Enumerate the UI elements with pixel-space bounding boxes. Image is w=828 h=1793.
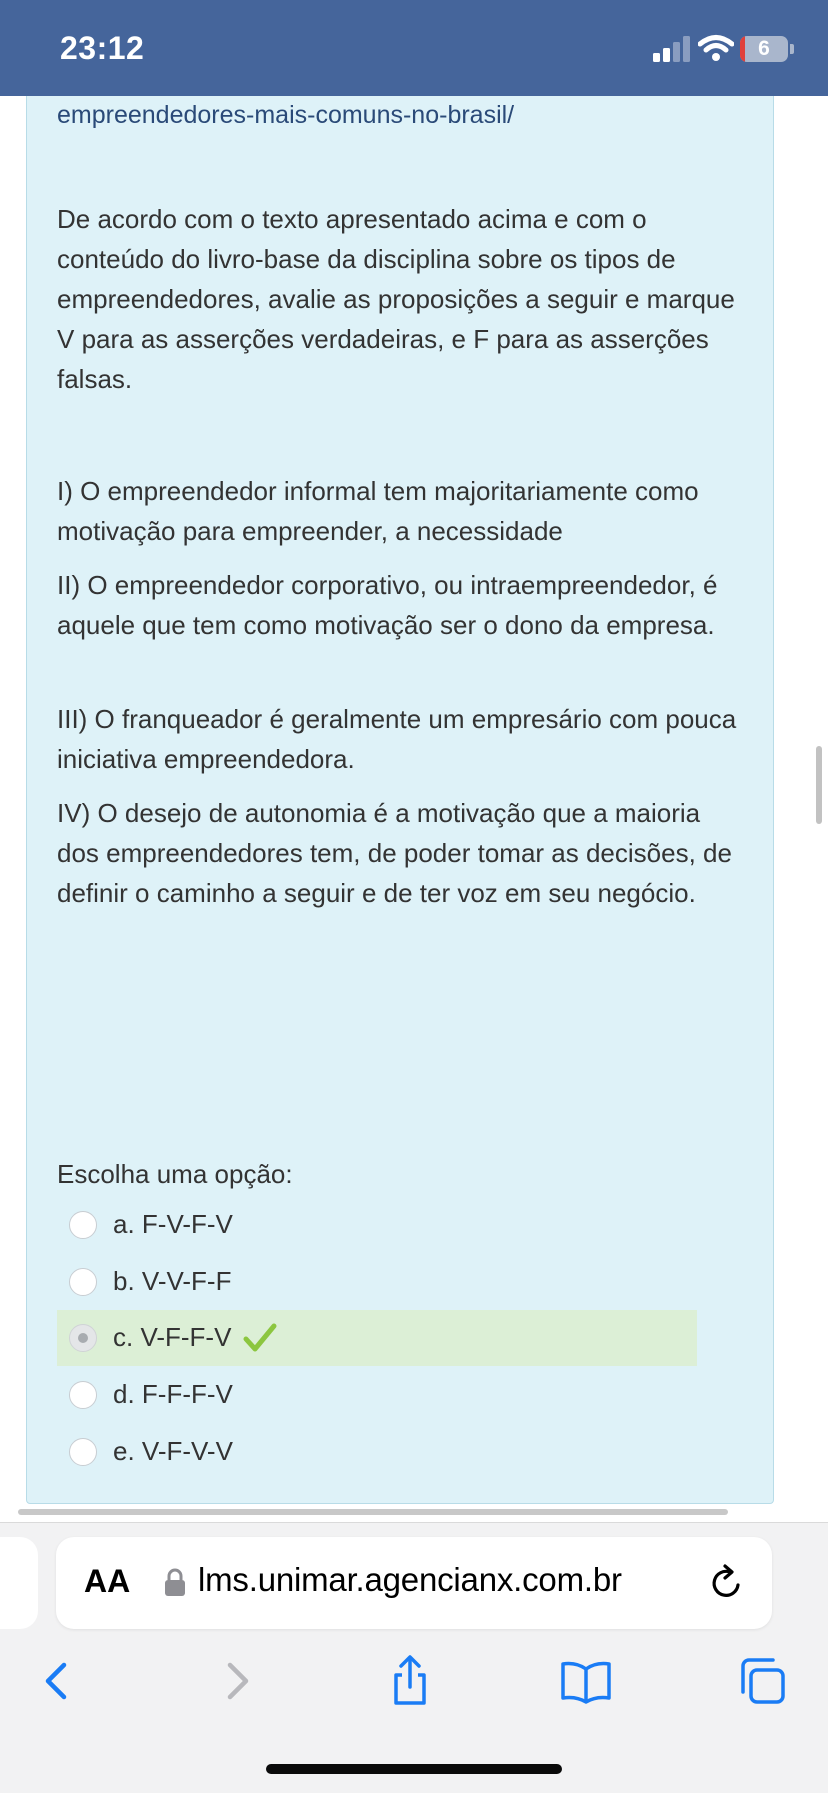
proposition-3: III) O franqueador é geralmente um empresário com pouca iniciativa empreendedora.: [57, 704, 737, 774]
cellular-signal-icon: [652, 36, 692, 62]
option-d[interactable]: [57, 1367, 697, 1423]
share-icon[interactable]: [382, 1653, 438, 1709]
option-label: c. V-F-F-V: [113, 1322, 232, 1352]
option-b[interactable]: [57, 1254, 697, 1310]
home-indicator[interactable]: [266, 1764, 562, 1774]
horizontal-scrollbar[interactable]: [18, 1509, 728, 1515]
option-label: b. V-V-F-F: [113, 1266, 232, 1296]
lock-icon: [164, 1567, 186, 1597]
browser-toolbar: [0, 1522, 828, 1793]
status-bar: [0, 0, 828, 96]
option-label: d. F-F-F-V: [113, 1379, 233, 1409]
battery-level: 6: [758, 37, 770, 60]
tabs-icon[interactable]: [734, 1653, 790, 1709]
radio-button[interactable]: [69, 1268, 97, 1296]
option-label: e. V-F-V-V: [113, 1436, 233, 1466]
radio-button-selected[interactable]: [69, 1324, 97, 1352]
text-size-label: AA: [84, 1563, 131, 1599]
url-text[interactable]: lms.unimar.agencianx.com.br: [198, 1561, 622, 1598]
reload-icon[interactable]: [708, 1563, 744, 1601]
status-time: 23:12: [60, 30, 145, 66]
choose-option-label: Escolha uma opção:: [57, 1159, 293, 1189]
source-link[interactable]: empreendedores-mais-comuns-no-brasil/: [57, 101, 515, 129]
correct-check-icon: [243, 1322, 277, 1354]
radio-button[interactable]: [69, 1438, 97, 1466]
back-icon[interactable]: [30, 1653, 86, 1709]
option-e[interactable]: [57, 1424, 697, 1480]
option-c[interactable]: [57, 1310, 697, 1366]
address-bar[interactable]: [56, 1537, 772, 1629]
bookmarks-icon[interactable]: [558, 1653, 614, 1709]
option-label: a. F-V-F-V: [113, 1209, 233, 1239]
battery-icon: [740, 36, 788, 62]
radio-button[interactable]: [69, 1211, 97, 1239]
question-panel: [26, 60, 774, 1504]
proposition-4: IV) O desejo de autonomia é a motivação que a maioria dos empreendedores tem, de poder tomar as decisões, de definir o caminho a seguir e de ter voz em seu negócio.: [57, 798, 732, 908]
text-size-button[interactable]: [84, 1563, 130, 1600]
forward-icon[interactable]: [208, 1653, 264, 1709]
proposition-1: I) O empreendedor informal tem majoritariamente como motivação para empreender, a necessidade: [57, 476, 699, 546]
battery-tip: [790, 44, 794, 54]
wifi-icon: [698, 34, 734, 62]
vertical-scrollbar[interactable]: [816, 746, 822, 824]
radio-button[interactable]: [69, 1381, 97, 1409]
question-intro: De acordo com o texto apresentado acima e com o conteúdo do livro-base da disciplina sobre os tipos de empreendedores, avalie as proposições a seguir e marque V para as asserções verdadeiras, e F para as asserções falsas.: [57, 204, 735, 394]
previous-tab-preview[interactable]: [0, 1537, 38, 1629]
proposition-2: II) O empreendedor corporativo, ou intraempreendedor, é aquele que tem como motivação ser o dono da empresa.: [57, 570, 718, 640]
option-a[interactable]: [57, 1197, 697, 1253]
